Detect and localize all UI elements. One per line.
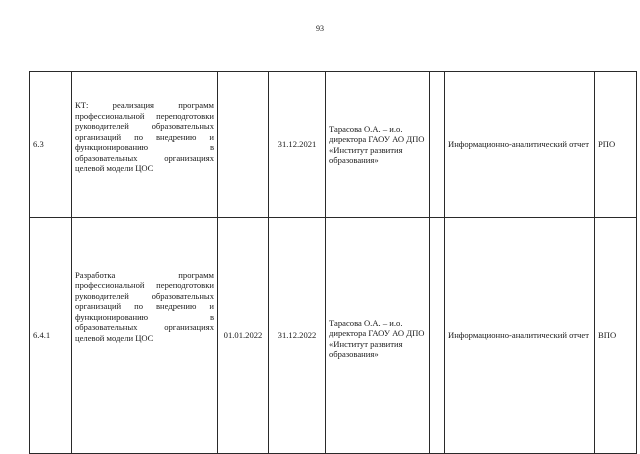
start-date: 01.01.2022 [218, 218, 269, 454]
page-number: 93 [316, 24, 324, 33]
end-date: 31.12.2022 [269, 218, 326, 454]
empty-cell [430, 72, 445, 218]
end-date: 31.12.2021 [269, 72, 326, 218]
level-code: РПО [595, 72, 637, 218]
level-code: ВПО [595, 218, 637, 454]
responsible-person: Тарасова О.А. – и.о. директора ГАОУ АО ДПО «Институт развития образования» [326, 218, 430, 454]
start-date [218, 72, 269, 218]
table-row [30, 218, 637, 454]
item-number: 6.4.1 [30, 218, 72, 454]
item-description: КТ: реализация программ профессиональной переподготовки руководителей образовательных организаций по внедрению и функционированию в образовательных организациях целевой модели ЦОС [72, 72, 218, 218]
empty-cell [430, 218, 445, 454]
plan-table [29, 71, 637, 454]
item-description: Разработка программ профессиональной переподготовки руководителей образовательных организаций по внедрению и функционированию в образовательных организациях целевой модели ЦОС [72, 218, 218, 454]
responsible-person: Тарасова О.А. – и.о. директора ГАОУ АО ДПО «Институт развития образования» [326, 72, 430, 218]
table-row [30, 72, 637, 218]
item-number: 6.3 [30, 72, 72, 218]
result-type: Информационно-аналитический отчет [445, 218, 595, 454]
result-type: Информационно-аналитический отчет [445, 72, 595, 218]
